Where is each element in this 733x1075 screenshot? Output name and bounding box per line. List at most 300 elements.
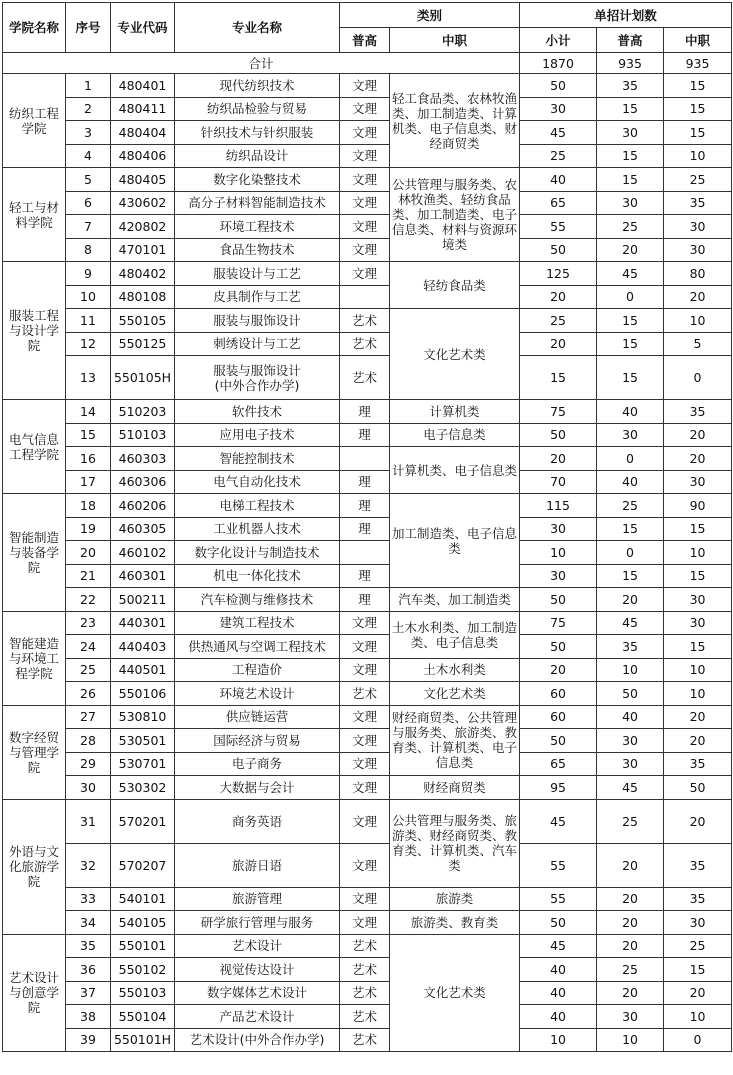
- code-cell: 480108: [111, 285, 175, 309]
- code-cell: 420802: [111, 215, 175, 239]
- seq-cell: 32: [66, 843, 111, 887]
- code-cell: 460306: [111, 470, 175, 494]
- plan-putong: 15: [597, 517, 664, 541]
- major-name: 环境艺术设计: [175, 682, 340, 706]
- seq-cell: 3: [66, 121, 111, 145]
- plan-subtotal: 20: [520, 447, 597, 471]
- college-name: 数字经贸与管理学院: [3, 705, 66, 799]
- plan-putong: 35: [597, 74, 664, 98]
- plan-zhongzhi: 10: [664, 309, 732, 333]
- table-row: [3, 541, 732, 565]
- putong-type: 理: [340, 588, 390, 612]
- putong-type: 艺术: [340, 332, 390, 356]
- major-name: 应用电子技术: [175, 423, 340, 447]
- zhongzhi-category: 电子信息类: [390, 423, 520, 447]
- major-name: 视觉传达设计: [175, 958, 340, 982]
- table-row: [3, 843, 732, 887]
- seq-cell: 19: [66, 517, 111, 541]
- table-row: [3, 121, 732, 145]
- plan-subtotal: 50: [520, 911, 597, 935]
- code-cell: 480405: [111, 168, 175, 192]
- plan-zhongzhi: 25: [664, 934, 732, 958]
- code-cell: 550101H: [111, 1028, 175, 1052]
- plan-zhongzhi: 0: [664, 356, 732, 400]
- code-cell: 550103: [111, 981, 175, 1005]
- code-cell: 530810: [111, 705, 175, 729]
- table-row: [3, 400, 732, 424]
- table-row: [3, 494, 732, 518]
- college-name: 轻工与材料学院: [3, 168, 66, 262]
- zhongzhi-category: 文化艺术类: [390, 309, 520, 400]
- putong-type: 文理: [340, 911, 390, 935]
- major-name: 服装与服饰设计: [213, 362, 301, 378]
- seq-cell: 29: [66, 752, 111, 776]
- seq-cell: 31: [66, 799, 111, 843]
- plan-subtotal: 25: [520, 144, 597, 168]
- plan-zhongzhi: 20: [664, 981, 732, 1005]
- zhongzhi-category: 土木水利类: [390, 658, 520, 682]
- plan-zhongzhi: 20: [664, 423, 732, 447]
- putong-type: 艺术: [340, 1028, 390, 1052]
- putong-type: 理: [340, 400, 390, 424]
- zhongzhi-category: 财经商贸类、公共管理与服务类、旅游类、教育类、计算机类、电子信息类: [390, 705, 520, 776]
- plan-putong: 25: [597, 215, 664, 239]
- plan-subtotal: 55: [520, 843, 597, 887]
- plan-subtotal: 50: [520, 423, 597, 447]
- plan-subtotal: 55: [520, 887, 597, 911]
- plan-putong: 0: [597, 447, 664, 471]
- table-row: [3, 911, 732, 935]
- plan-subtotal: 15: [520, 356, 597, 400]
- code-cell: 530501: [111, 729, 175, 753]
- code-cell: 550105: [111, 309, 175, 333]
- seq-cell: 16: [66, 447, 111, 471]
- plan-subtotal: 20: [520, 285, 597, 309]
- putong-type: 艺术: [340, 934, 390, 958]
- plan-putong: 25: [597, 799, 664, 843]
- major-name: 电子商务: [175, 752, 340, 776]
- table-row: [3, 981, 732, 1005]
- code-cell: 440501: [111, 658, 175, 682]
- plan-zhongzhi: 50: [664, 776, 732, 800]
- putong-type: 文理: [340, 611, 390, 635]
- plan-zhongzhi: 10: [664, 541, 732, 565]
- plan-putong: 30: [597, 1005, 664, 1029]
- major-name: 工程造价: [175, 658, 340, 682]
- plan-zhongzhi: 90: [664, 494, 732, 518]
- plan-zhongzhi: 30: [664, 911, 732, 935]
- code-cell: 550105H: [111, 356, 175, 400]
- major-name-cell: [175, 356, 340, 400]
- code-cell: 430602: [111, 191, 175, 215]
- putong-type: [340, 541, 390, 565]
- plan-zhongzhi: 35: [664, 887, 732, 911]
- plan-putong: 20: [597, 934, 664, 958]
- putong-type: 文理: [340, 635, 390, 659]
- plan-zhongzhi: 15: [664, 517, 732, 541]
- seq-cell: 39: [66, 1028, 111, 1052]
- plan-zhongzhi: 25: [664, 168, 732, 192]
- plan-zhongzhi: 35: [664, 843, 732, 887]
- seq-cell: 4: [66, 144, 111, 168]
- plan-subtotal: 60: [520, 682, 597, 706]
- code-cell: 460206: [111, 494, 175, 518]
- plan-putong: 0: [597, 541, 664, 565]
- plan-zhongzhi: 10: [664, 144, 732, 168]
- plan-subtotal: 45: [520, 934, 597, 958]
- major-name: 艺术设计: [175, 934, 340, 958]
- header-plan: 单招计划数: [520, 3, 732, 28]
- seq-cell: 18: [66, 494, 111, 518]
- seq-cell: 17: [66, 470, 111, 494]
- major-name: 艺术设计(中外合作办学): [175, 1028, 340, 1052]
- major-name: 商务英语: [175, 799, 340, 843]
- plan-putong: 25: [597, 958, 664, 982]
- putong-type: 理: [340, 564, 390, 588]
- zhongzhi-category: 加工制造类、电子信息类: [390, 494, 520, 588]
- plan-putong: 25: [597, 494, 664, 518]
- major-name: 软件技术: [175, 400, 340, 424]
- putong-type: 文理: [340, 168, 390, 192]
- putong-type: 文理: [340, 658, 390, 682]
- table-row: [3, 729, 732, 753]
- seq-cell: 28: [66, 729, 111, 753]
- plan-subtotal: 40: [520, 958, 597, 982]
- plan-subtotal: 10: [520, 1028, 597, 1052]
- plan-zhongzhi: 35: [664, 752, 732, 776]
- seq-cell: 30: [66, 776, 111, 800]
- plan-putong: 15: [597, 309, 664, 333]
- plan-putong: 20: [597, 981, 664, 1005]
- plan-zhongzhi: 10: [664, 658, 732, 682]
- college-name: 智能建造与环境工程学院: [3, 611, 66, 705]
- header-putong: 普高: [340, 28, 390, 53]
- seq-cell: 14: [66, 400, 111, 424]
- major-name: 数字媒体艺术设计: [175, 981, 340, 1005]
- major-name: 服装设计与工艺: [175, 262, 340, 286]
- putong-type: 艺术: [340, 356, 390, 400]
- major-name-note: (中外合作办学): [214, 377, 300, 393]
- major-name: 产品艺术设计: [175, 1005, 340, 1029]
- code-cell: 470101: [111, 238, 175, 262]
- putong-type: 文理: [340, 776, 390, 800]
- table-row: [3, 635, 732, 659]
- major-name: 电气自动化技术: [175, 470, 340, 494]
- code-cell: 570201: [111, 799, 175, 843]
- code-cell: 460102: [111, 541, 175, 565]
- seq-cell: 34: [66, 911, 111, 935]
- putong-type: 文理: [340, 121, 390, 145]
- table-row: [3, 958, 732, 982]
- plan-putong: 40: [597, 705, 664, 729]
- total-subtotal: 1870: [520, 53, 597, 74]
- code-cell: 540101: [111, 887, 175, 911]
- plan-subtotal: 45: [520, 799, 597, 843]
- plan-zhongzhi: 20: [664, 799, 732, 843]
- putong-type: 文理: [340, 729, 390, 753]
- major-name: 工业机器人技术: [175, 517, 340, 541]
- putong-type: 理: [340, 470, 390, 494]
- plan-zhongzhi: 15: [664, 121, 732, 145]
- zhongzhi-category: 旅游类、教育类: [390, 911, 520, 935]
- plan-zhongzhi: 30: [664, 588, 732, 612]
- code-cell: 440403: [111, 635, 175, 659]
- putong-type: 理: [340, 423, 390, 447]
- seq-cell: 6: [66, 191, 111, 215]
- plan-subtotal: 30: [520, 97, 597, 121]
- major-name: 智能控制技术: [175, 447, 340, 471]
- seq-cell: 35: [66, 934, 111, 958]
- major-name: 现代纺织技术: [175, 74, 340, 98]
- plan-putong: 30: [597, 121, 664, 145]
- putong-type: 文理: [340, 97, 390, 121]
- seq-cell: 7: [66, 215, 111, 239]
- seq-cell: 24: [66, 635, 111, 659]
- table-row: [3, 776, 732, 800]
- code-cell: 570207: [111, 843, 175, 887]
- seq-cell: 13: [66, 356, 111, 400]
- plan-putong: 30: [597, 423, 664, 447]
- putong-type: 文理: [340, 215, 390, 239]
- table-row: [3, 356, 732, 400]
- plan-putong: 10: [597, 658, 664, 682]
- table-row: [3, 752, 732, 776]
- putong-type: 文理: [340, 843, 390, 887]
- plan-putong: 30: [597, 729, 664, 753]
- major-name: 数字化染整技术: [175, 168, 340, 192]
- plan-subtotal: 50: [520, 238, 597, 262]
- seq-cell: 23: [66, 611, 111, 635]
- code-cell: 460305: [111, 517, 175, 541]
- seq-cell: 2: [66, 97, 111, 121]
- header-subtotal: 小计: [520, 28, 597, 53]
- plan-zhongzhi: 15: [664, 958, 732, 982]
- code-cell: 460301: [111, 564, 175, 588]
- plan-subtotal: 75: [520, 611, 597, 635]
- header-plan-putong: 普高: [597, 28, 664, 53]
- major-name: 食品生物技术: [175, 238, 340, 262]
- code-cell: 550102: [111, 958, 175, 982]
- seq-cell: 8: [66, 238, 111, 262]
- putong-type: 文理: [340, 262, 390, 286]
- seq-cell: 25: [66, 658, 111, 682]
- plan-subtotal: 95: [520, 776, 597, 800]
- zhongzhi-category: 公共管理与服务类、旅游类、财经商贸类、教育类、计算机类、汽车类: [390, 799, 520, 887]
- putong-type: 艺术: [340, 958, 390, 982]
- plan-zhongzhi: 15: [664, 74, 732, 98]
- plan-putong: 45: [597, 262, 664, 286]
- enrollment-plan-table: [2, 2, 732, 1052]
- table-row: [3, 74, 732, 98]
- plan-zhongzhi: 30: [664, 215, 732, 239]
- plan-subtotal: 20: [520, 332, 597, 356]
- code-cell: 550104: [111, 1005, 175, 1029]
- plan-putong: 0: [597, 285, 664, 309]
- plan-zhongzhi: 80: [664, 262, 732, 286]
- header-category: 类别: [340, 3, 520, 28]
- plan-putong: 20: [597, 911, 664, 935]
- putong-type: 文理: [340, 74, 390, 98]
- code-cell: 480401: [111, 74, 175, 98]
- code-cell: 460303: [111, 447, 175, 471]
- table-row: [3, 588, 732, 612]
- table-row: [3, 168, 732, 192]
- zhongzhi-category: 文化艺术类: [390, 934, 520, 1052]
- major-name: 高分子材料智能制造技术: [175, 191, 340, 215]
- plan-zhongzhi: 0: [664, 1028, 732, 1052]
- plan-putong: 15: [597, 168, 664, 192]
- plan-subtotal: 10: [520, 541, 597, 565]
- plan-putong: 30: [597, 752, 664, 776]
- code-cell: 550106: [111, 682, 175, 706]
- zhongzhi-category: 公共管理与服务类、农林牧渔类、轻纺食品类、加工制造类、电子信息类、材料与资源环境类: [390, 168, 520, 262]
- header-zhongzhi: 中职: [390, 28, 520, 53]
- plan-putong: 35: [597, 635, 664, 659]
- plan-subtotal: 70: [520, 470, 597, 494]
- plan-zhongzhi: 20: [664, 729, 732, 753]
- college-name: 服装工程与设计学院: [3, 262, 66, 400]
- college-name: 外语与文化旅游学院: [3, 799, 66, 934]
- header-seq: 序号: [66, 3, 111, 53]
- code-cell: 510203: [111, 400, 175, 424]
- code-cell: 550101: [111, 934, 175, 958]
- total-row: [3, 53, 732, 74]
- zhongzhi-category: 旅游类: [390, 887, 520, 911]
- header-college: 学院名称: [3, 3, 66, 53]
- plan-putong: 50: [597, 682, 664, 706]
- seq-cell: 37: [66, 981, 111, 1005]
- plan-putong: 45: [597, 776, 664, 800]
- code-cell: 550125: [111, 332, 175, 356]
- plan-subtotal: 30: [520, 517, 597, 541]
- table-row: [3, 191, 732, 215]
- plan-putong: 20: [597, 887, 664, 911]
- putong-type: 文理: [340, 144, 390, 168]
- major-name: 供应链运营: [175, 705, 340, 729]
- plan-subtotal: 65: [520, 191, 597, 215]
- table-row: [3, 470, 732, 494]
- code-cell: 480411: [111, 97, 175, 121]
- code-cell: 500211: [111, 588, 175, 612]
- seq-cell: 26: [66, 682, 111, 706]
- plan-subtotal: 50: [520, 588, 597, 612]
- seq-cell: 1: [66, 74, 111, 98]
- table-row: [3, 934, 732, 958]
- seq-cell: 38: [66, 1005, 111, 1029]
- plan-subtotal: 60: [520, 705, 597, 729]
- major-name: 国际经济与贸易: [175, 729, 340, 753]
- plan-putong: 15: [597, 564, 664, 588]
- code-cell: 530302: [111, 776, 175, 800]
- college-name: 艺术设计与创意学院: [3, 934, 66, 1052]
- major-name: 针织技术与针织服装: [175, 121, 340, 145]
- putong-type: [340, 285, 390, 309]
- zhongzhi-category: 财经商贸类: [390, 776, 520, 800]
- header-code: 专业代码: [111, 3, 175, 53]
- plan-zhongzhi: 5: [664, 332, 732, 356]
- code-cell: 480402: [111, 262, 175, 286]
- plan-putong: 10: [597, 1028, 664, 1052]
- zhongzhi-category: 汽车类、加工制造类: [390, 588, 520, 612]
- code-cell: 540105: [111, 911, 175, 935]
- putong-type: 文理: [340, 887, 390, 911]
- seq-cell: 36: [66, 958, 111, 982]
- major-name: 皮具制作与工艺: [175, 285, 340, 309]
- seq-cell: 22: [66, 588, 111, 612]
- header-plan-zhongzhi: 中职: [664, 28, 732, 53]
- total-putong: 935: [597, 53, 664, 74]
- zhongzhi-category: 计算机类: [390, 400, 520, 424]
- table-row: [3, 517, 732, 541]
- major-name: 纺织品检验与贸易: [175, 97, 340, 121]
- plan-subtotal: 75: [520, 400, 597, 424]
- plan-putong: 45: [597, 611, 664, 635]
- table-row: [3, 658, 732, 682]
- seq-cell: 21: [66, 564, 111, 588]
- plan-zhongzhi: 15: [664, 635, 732, 659]
- seq-cell: 33: [66, 887, 111, 911]
- seq-cell: 15: [66, 423, 111, 447]
- table-row: [3, 1005, 732, 1029]
- total-zhongzhi: 935: [664, 53, 732, 74]
- putong-type: 理: [340, 494, 390, 518]
- plan-subtotal: 50: [520, 635, 597, 659]
- plan-putong: 20: [597, 588, 664, 612]
- putong-type: [340, 447, 390, 471]
- plan-zhongzhi: 15: [664, 564, 732, 588]
- seq-cell: 5: [66, 168, 111, 192]
- putong-type: 文理: [340, 238, 390, 262]
- zhongzhi-category: 文化艺术类: [390, 682, 520, 706]
- putong-type: 艺术: [340, 981, 390, 1005]
- table-row: [3, 97, 732, 121]
- table-row: [3, 564, 732, 588]
- plan-zhongzhi: 30: [664, 611, 732, 635]
- table-row: [3, 447, 732, 471]
- table-row: [3, 611, 732, 635]
- table-row: [3, 309, 732, 333]
- code-cell: 530701: [111, 752, 175, 776]
- plan-zhongzhi: 20: [664, 447, 732, 471]
- plan-putong: 20: [597, 238, 664, 262]
- major-name: 建筑工程技术: [175, 611, 340, 635]
- major-name: 旅游日语: [175, 843, 340, 887]
- table-row: [3, 262, 732, 286]
- plan-putong: 15: [597, 332, 664, 356]
- table-row: [3, 799, 732, 843]
- plan-subtotal: 55: [520, 215, 597, 239]
- table-row: [3, 682, 732, 706]
- putong-type: 理: [340, 517, 390, 541]
- code-cell: 480404: [111, 121, 175, 145]
- major-name: 服装与服饰设计: [175, 309, 340, 333]
- table-row: [3, 332, 732, 356]
- plan-zhongzhi: 35: [664, 191, 732, 215]
- plan-putong: 40: [597, 400, 664, 424]
- table-row: [3, 215, 732, 239]
- major-name: 数字化设计与制造技术: [175, 541, 340, 565]
- putong-type: 艺术: [340, 309, 390, 333]
- total-label: 合计: [3, 53, 520, 74]
- plan-subtotal: 125: [520, 262, 597, 286]
- seq-cell: 12: [66, 332, 111, 356]
- plan-subtotal: 40: [520, 168, 597, 192]
- college-name: 纺织工程学院: [3, 74, 66, 168]
- seq-cell: 11: [66, 309, 111, 333]
- table-row: [3, 144, 732, 168]
- major-name: 机电一体化技术: [175, 564, 340, 588]
- major-name: 汽车检测与维修技术: [175, 588, 340, 612]
